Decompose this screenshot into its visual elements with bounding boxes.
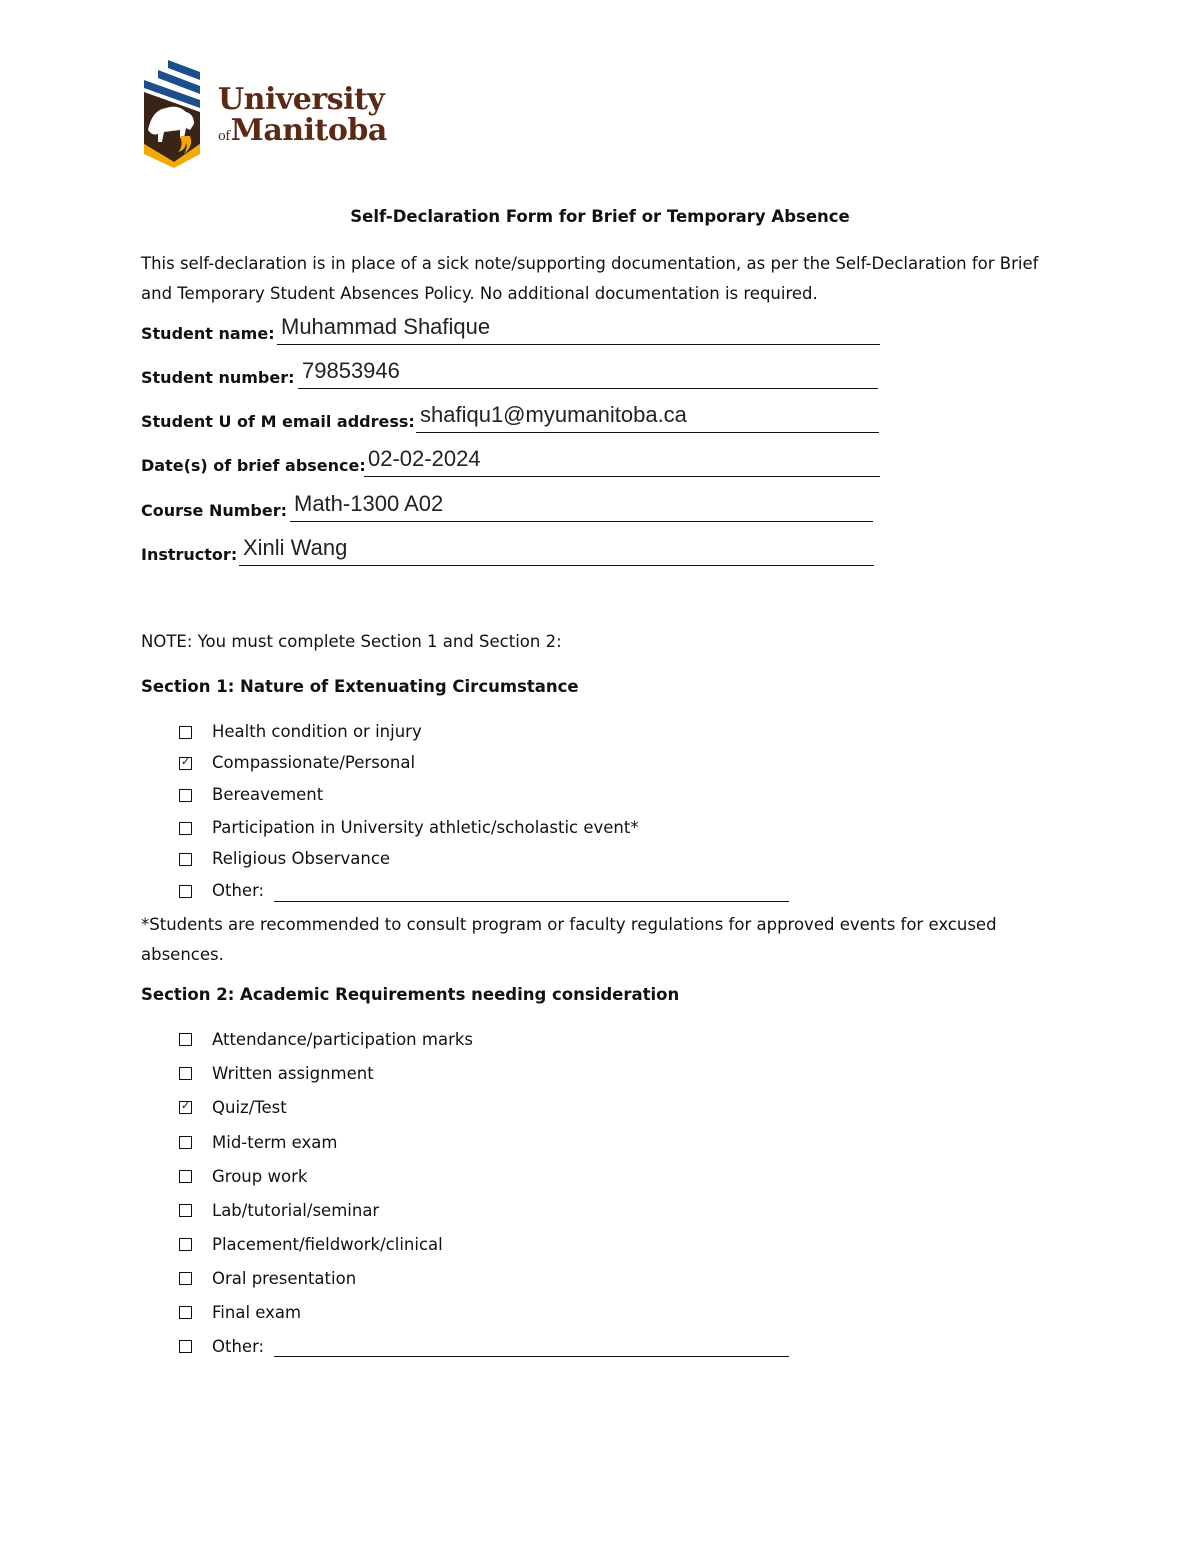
email-underline	[416, 432, 879, 433]
form-title: Self-Declaration Form for Brief or Temporary Absence	[350, 207, 850, 226]
checkbox-final-exam[interactable]	[179, 1306, 192, 1319]
checkbox-written-assignment[interactable]	[179, 1067, 192, 1080]
checkbox-lab-tutorial[interactable]	[179, 1204, 192, 1217]
logo-text-of: of	[218, 129, 230, 144]
student-name-label: Student name:	[141, 324, 275, 343]
absence-date-underline	[364, 476, 880, 477]
option-other-section2-label: Other:	[212, 1337, 265, 1356]
option-written-assignment-label: Written assignment	[212, 1064, 374, 1083]
logo-text-university: University	[218, 82, 385, 117]
completion-note: NOTE: You must complete Section 1 and Section 2:	[141, 632, 562, 651]
other-section1-underline[interactable]	[274, 901, 789, 902]
option-religious-label: Religious Observance	[212, 849, 391, 868]
checkbox-placement[interactable]	[179, 1238, 192, 1251]
check-icon: ✓	[181, 1099, 191, 1112]
option-bereavement-label: Bereavement	[212, 785, 324, 804]
option-health-label: Health condition or injury	[212, 722, 422, 741]
bison-shield-logo-icon	[140, 58, 206, 168]
checkbox-other-section2[interactable]	[179, 1340, 192, 1353]
checkbox-bereavement[interactable]	[179, 789, 192, 802]
section2-heading: Section 2: Academic Requirements needing consideration	[141, 985, 680, 1004]
logo-text-manitoba	[218, 113, 387, 148]
email-label: Student U of M email address:	[141, 412, 415, 431]
email-value[interactable]: shafiqu1@myumanitoba.ca	[420, 402, 687, 427]
checkbox-quiz-test[interactable]	[179, 1101, 192, 1114]
checkbox-religious[interactable]	[179, 853, 192, 866]
option-quiz-test-label: Quiz/Test	[212, 1098, 287, 1117]
absence-date-value[interactable]: 02-02-2024	[368, 446, 481, 471]
student-number-label: Student number:	[141, 368, 295, 387]
option-compassionate-label: Compassionate/Personal	[212, 753, 416, 772]
section1-heading: Section 1: Nature of Extenuating Circumstance	[141, 677, 579, 696]
student-name-value[interactable]: Muhammad Shafique	[281, 314, 491, 339]
other-section2-underline[interactable]	[274, 1356, 789, 1357]
form-intro: This self-declaration is in place of a sick note/supporting documentation, as per the Self-Declaration for Brief and Temporary Student Absences Policy. No additional documentation is required.	[141, 254, 1039, 303]
option-lab-tutorial-label: Lab/tutorial/seminar	[212, 1201, 380, 1220]
student-name-underline	[277, 344, 880, 345]
checkbox-other-section1[interactable]	[179, 885, 192, 898]
logo-text-manitoba-word: Manitoba	[230, 113, 387, 148]
checkbox-athletic-event[interactable]	[179, 822, 192, 835]
option-midterm-label: Mid-term exam	[212, 1133, 338, 1152]
checkbox-compassionate[interactable]	[179, 757, 192, 770]
option-final-exam-label: Final exam	[212, 1303, 302, 1322]
option-oral-presentation-label: Oral presentation	[212, 1269, 357, 1288]
option-athletic-event-label: Participation in University athletic/scholastic event*	[212, 818, 639, 837]
course-number-label: Course Number:	[141, 501, 288, 520]
check-icon: ✓	[181, 755, 191, 768]
instructor-value[interactable]: Xinli Wang	[243, 535, 348, 560]
option-placement-label: Placement/fieldwork/clinical	[212, 1235, 443, 1254]
option-group-work-label: Group work	[212, 1167, 308, 1186]
instructor-label: Instructor:	[141, 545, 238, 564]
section1-footnote: *Students are recommended to consult program or faculty regulations for approved events for excused absences.	[141, 915, 997, 964]
university-logo	[140, 58, 387, 168]
student-number-underline	[298, 388, 878, 389]
checkbox-oral-presentation[interactable]	[179, 1272, 192, 1285]
absence-date-label: Date(s) of brief absence:	[141, 456, 366, 475]
option-other-section1-label: Other:	[212, 881, 265, 900]
instructor-underline	[239, 565, 874, 566]
checkbox-midterm[interactable]	[179, 1136, 192, 1149]
student-number-value[interactable]: 79853946	[302, 358, 400, 383]
checkbox-group-work[interactable]	[179, 1170, 192, 1183]
checkbox-attendance[interactable]	[179, 1033, 192, 1046]
course-number-value[interactable]: Math-1300 A02	[294, 491, 444, 516]
option-attendance-label: Attendance/participation marks	[212, 1030, 474, 1049]
checkbox-health[interactable]	[179, 726, 192, 739]
course-number-underline	[290, 521, 873, 522]
